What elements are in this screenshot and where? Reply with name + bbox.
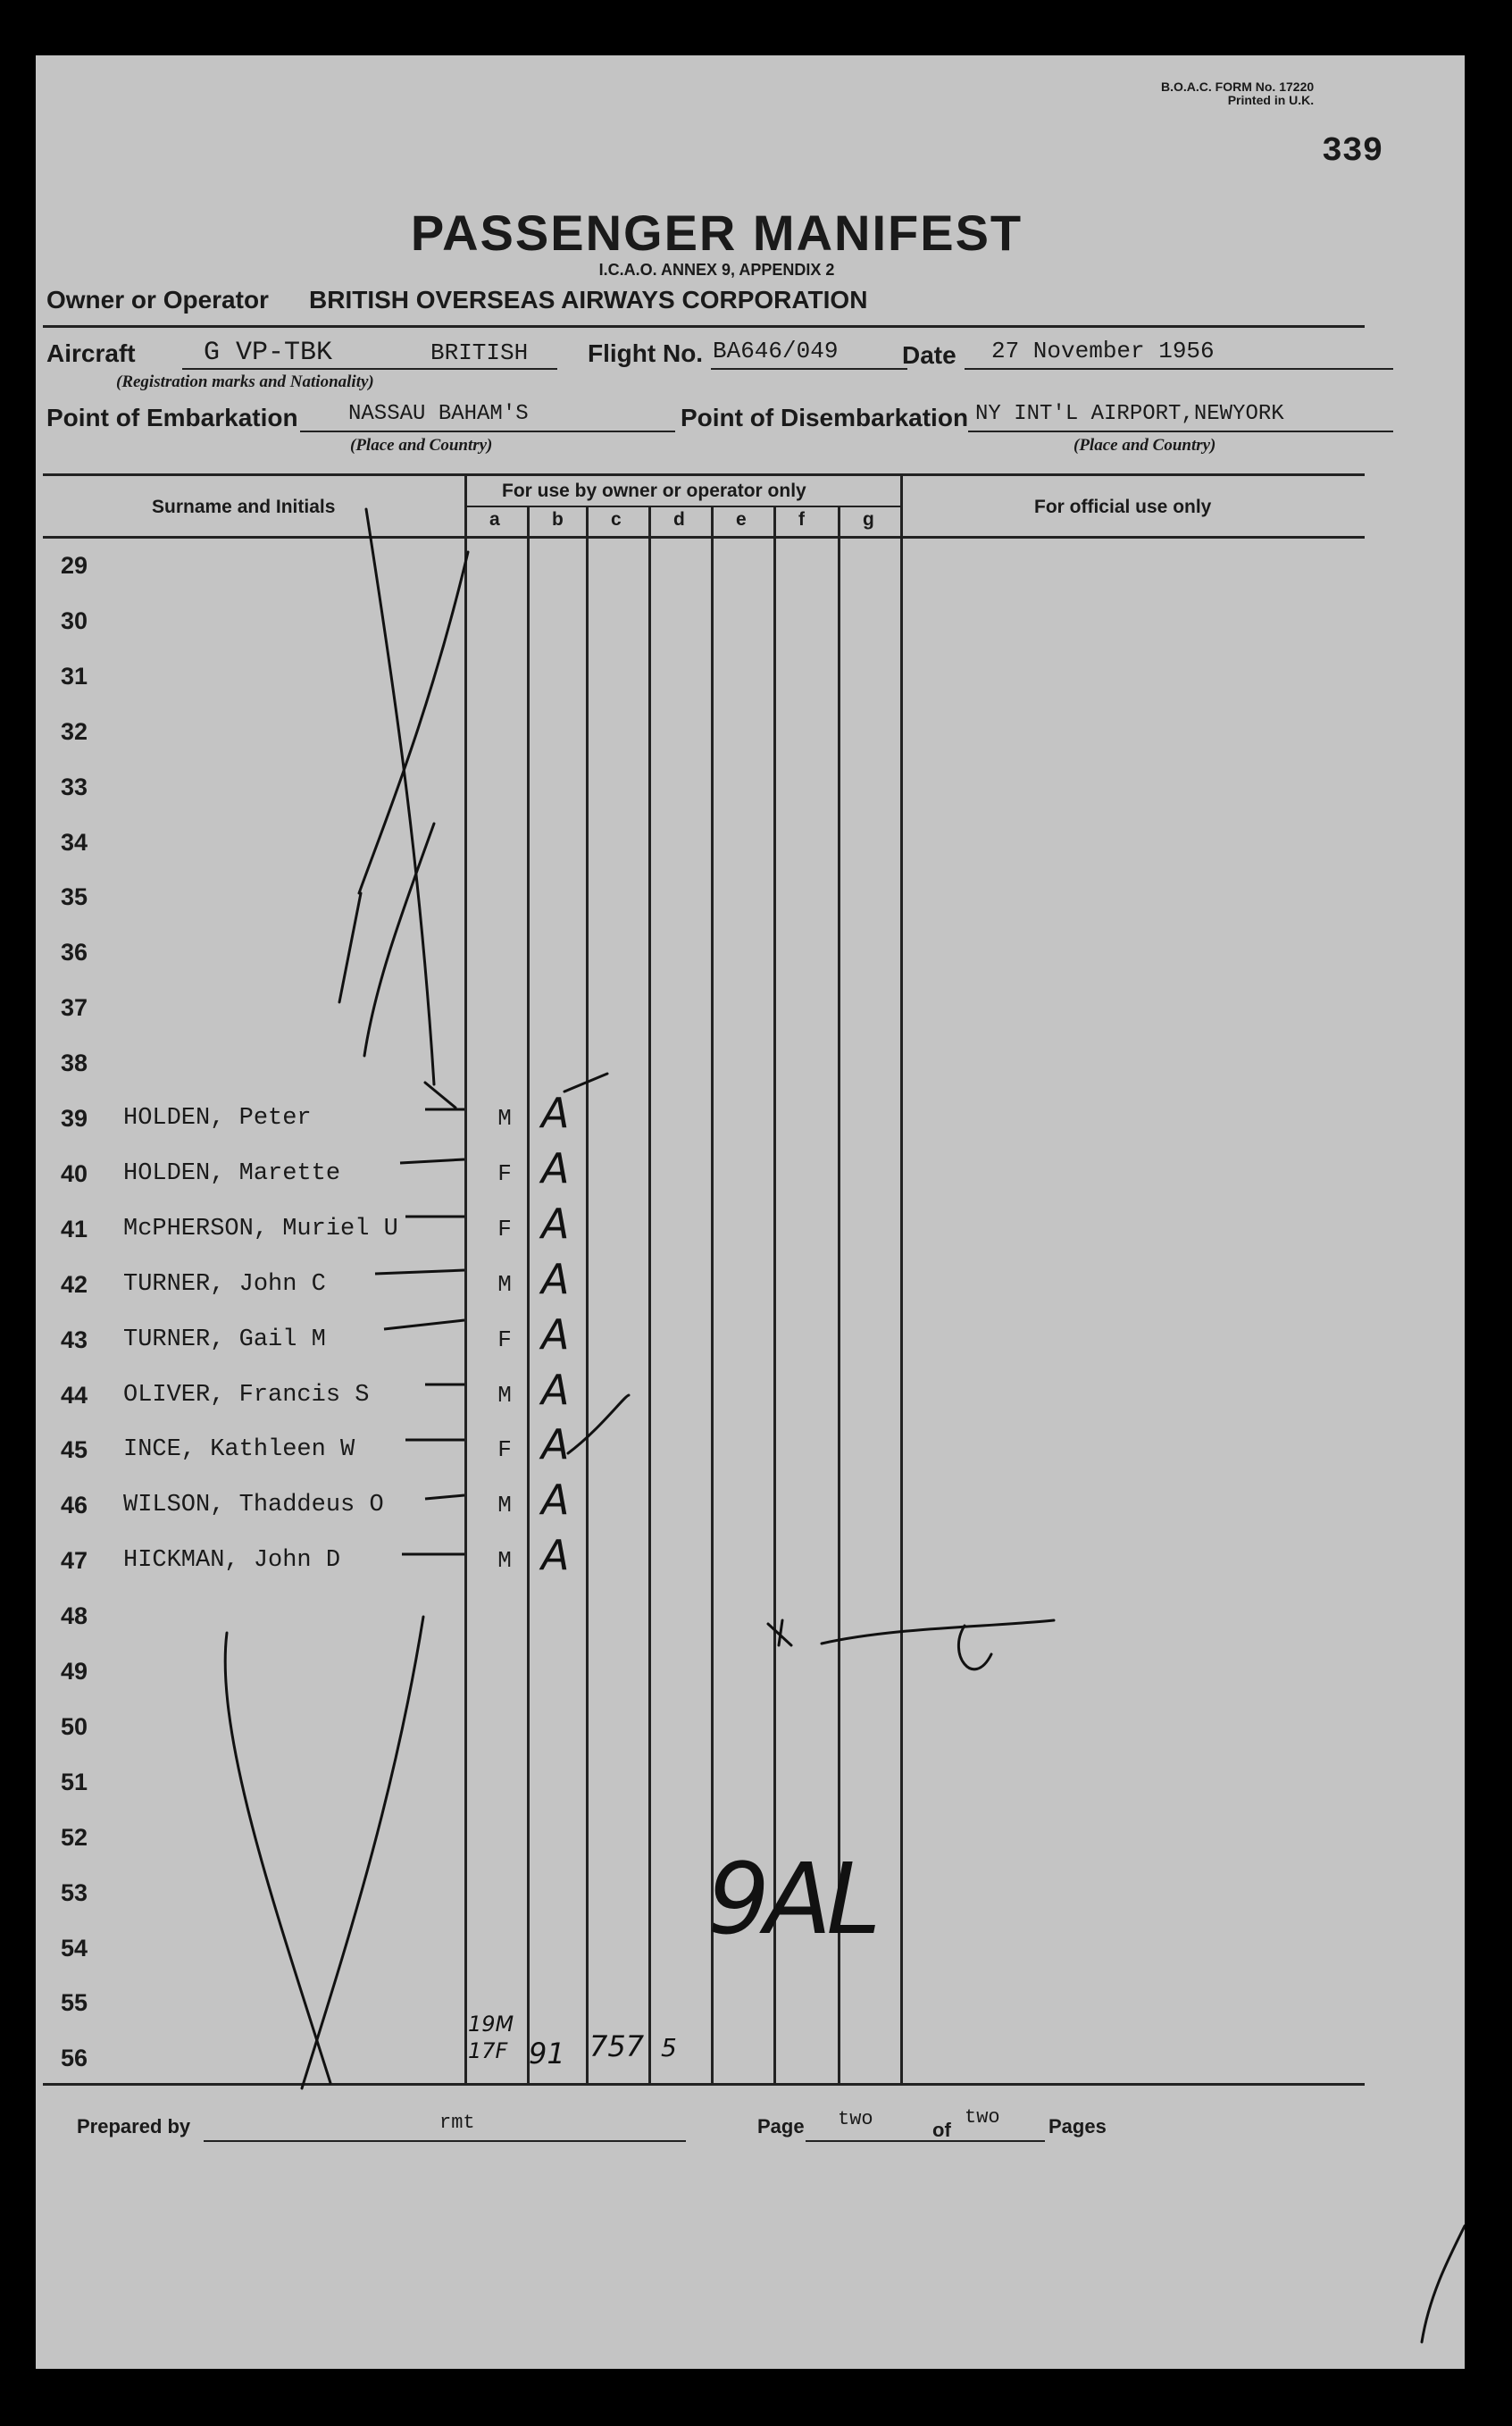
row-number: 55 — [61, 1989, 88, 2017]
prepared-value: rmt — [439, 2112, 475, 2134]
handwritten-mark: A — [541, 1254, 570, 1303]
prepared-label: Prepared by — [77, 2115, 191, 2137]
passenger-name: OLIVER, Francis S — [123, 1381, 370, 1409]
row-number: 45 — [61, 1436, 88, 1464]
row-number: 48 — [61, 1602, 88, 1630]
passenger-sex: F — [497, 1436, 512, 1464]
of-label: of — [932, 2119, 951, 2141]
row-number: 47 — [61, 1547, 88, 1575]
col-owner-group: For use by owner or operator only — [502, 481, 806, 501]
row-number: 53 — [61, 1878, 88, 1906]
of-value: two — [965, 2106, 1000, 2129]
handwritten-mark: A — [541, 1309, 570, 1359]
passenger-name: TURNER, Gail M — [123, 1326, 326, 1353]
pages-label: Pages — [1048, 2115, 1107, 2137]
disembarkation-note: (Place and Country) — [1073, 436, 1216, 455]
page-label: Page — [757, 2115, 805, 2137]
date-label: Date — [902, 341, 956, 369]
handwritten-mark: A — [541, 1365, 570, 1414]
row-number: 40 — [61, 1159, 88, 1187]
embarkation-label: Point of Embarkation — [46, 404, 298, 431]
handwritten-mark: A — [541, 1143, 570, 1192]
handwritten-mark: A — [541, 1420, 570, 1469]
row-number: 30 — [61, 606, 88, 634]
col-official: For official use only — [1034, 497, 1212, 517]
col-letter-e: e — [736, 509, 747, 530]
passenger-name: WILSON, Thaddeus O — [123, 1492, 384, 1519]
total-female: 17F — [468, 2038, 508, 2063]
handwritten-mark: A — [541, 1089, 570, 1137]
embarkation-value: NASSAU BAHAM'S — [348, 402, 529, 426]
passenger-name: HOLDEN, Marette — [123, 1159, 341, 1187]
row-number: 43 — [61, 1326, 88, 1353]
flight-number: BA646/049 — [713, 338, 839, 364]
handwritten-strokes — [36, 55, 1465, 2369]
passenger-sex: M — [497, 1381, 512, 1409]
row-number: 31 — [61, 662, 88, 690]
passenger-sex: F — [497, 1215, 512, 1242]
row-number: 49 — [61, 1658, 88, 1685]
row-number: 56 — [61, 2045, 88, 2072]
disembarkation-label: Point of Disembarkation — [681, 404, 969, 431]
aircraft-nationality: BRITISH — [430, 339, 529, 366]
owner-value: BRITISH OVERSEAS AIRWAYS CORPORATION — [309, 286, 868, 314]
passenger-name: HOLDEN, Peter — [123, 1105, 312, 1132]
passenger-name: McPHERSON, Muriel U — [123, 1215, 398, 1242]
count-d: 5 — [661, 2033, 677, 2062]
manifest-page — [36, 55, 1465, 2369]
passenger-name: HICKMAN, John D — [123, 1547, 341, 1575]
row-number: 32 — [61, 717, 88, 745]
embarkation-note: (Place and Country) — [350, 436, 493, 455]
aircraft-registration: G VP-TBK — [204, 338, 333, 368]
count-c: 757 — [589, 2029, 645, 2063]
page-number: 339 — [1322, 132, 1383, 171]
passenger-name: INCE, Kathleen W — [123, 1436, 355, 1464]
passenger-sex: F — [497, 1326, 512, 1353]
row-number: 33 — [61, 773, 88, 800]
col-letter-f: f — [798, 509, 805, 530]
row-number: 50 — [61, 1712, 88, 1740]
flight-label: Flight No. — [588, 339, 704, 367]
row-number: 38 — [61, 1050, 88, 1077]
handwritten-mark: A — [541, 1531, 570, 1580]
row-number: 42 — [61, 1270, 88, 1298]
row-number: 29 — [61, 552, 88, 579]
page-value: two — [838, 2108, 873, 2130]
col-letter-a: a — [489, 509, 500, 530]
passenger-sex: M — [497, 1492, 512, 1519]
row-number: 35 — [61, 883, 88, 911]
passenger-sex: M — [497, 1105, 512, 1132]
page-title: PASSENGER MANIFEST — [410, 205, 1023, 261]
col-surname: Surname and Initials — [152, 497, 336, 517]
col-letter-b: b — [552, 509, 564, 530]
aircraft-label: Aircraft — [46, 339, 136, 367]
owner-label: Owner or Operator — [46, 286, 269, 314]
row-number: 51 — [61, 1768, 88, 1795]
date-value: 27 November 1956 — [991, 338, 1215, 364]
row-number: 44 — [61, 1381, 88, 1409]
col-letter-g: g — [863, 509, 874, 530]
row-number: 34 — [61, 828, 88, 856]
aircraft-note: (Registration marks and Nationality) — [116, 372, 374, 391]
total-male: 19M — [468, 2012, 514, 2037]
row-number: 39 — [61, 1105, 88, 1132]
handwritten-mark: A — [541, 1476, 570, 1525]
row-number: 37 — [61, 994, 88, 1022]
row-number: 52 — [61, 1823, 88, 1851]
row-number: 54 — [61, 1934, 88, 1962]
large-handwritten-note: 9AL — [707, 1842, 876, 1956]
form-number: B.O.A.C. FORM No. 17220 Printed in U.K. — [1161, 79, 1315, 107]
row-number: 46 — [61, 1492, 88, 1519]
col-letter-c: c — [611, 509, 622, 530]
row-number: 41 — [61, 1215, 88, 1242]
passenger-sex: M — [497, 1547, 512, 1575]
page-subtitle: I.C.A.O. ANNEX 9, APPENDIX 2 — [598, 261, 835, 279]
row-number: 36 — [61, 939, 88, 966]
passenger-sex: M — [497, 1270, 512, 1298]
disembarkation-value: NY INT'L AIRPORT,NEWYORK — [975, 402, 1284, 426]
col-letter-d: d — [673, 509, 685, 530]
passenger-sex: F — [497, 1159, 512, 1187]
count-b: 91 — [529, 2037, 565, 2070]
passenger-name: TURNER, John C — [123, 1270, 326, 1298]
handwritten-mark: A — [541, 1199, 570, 1248]
